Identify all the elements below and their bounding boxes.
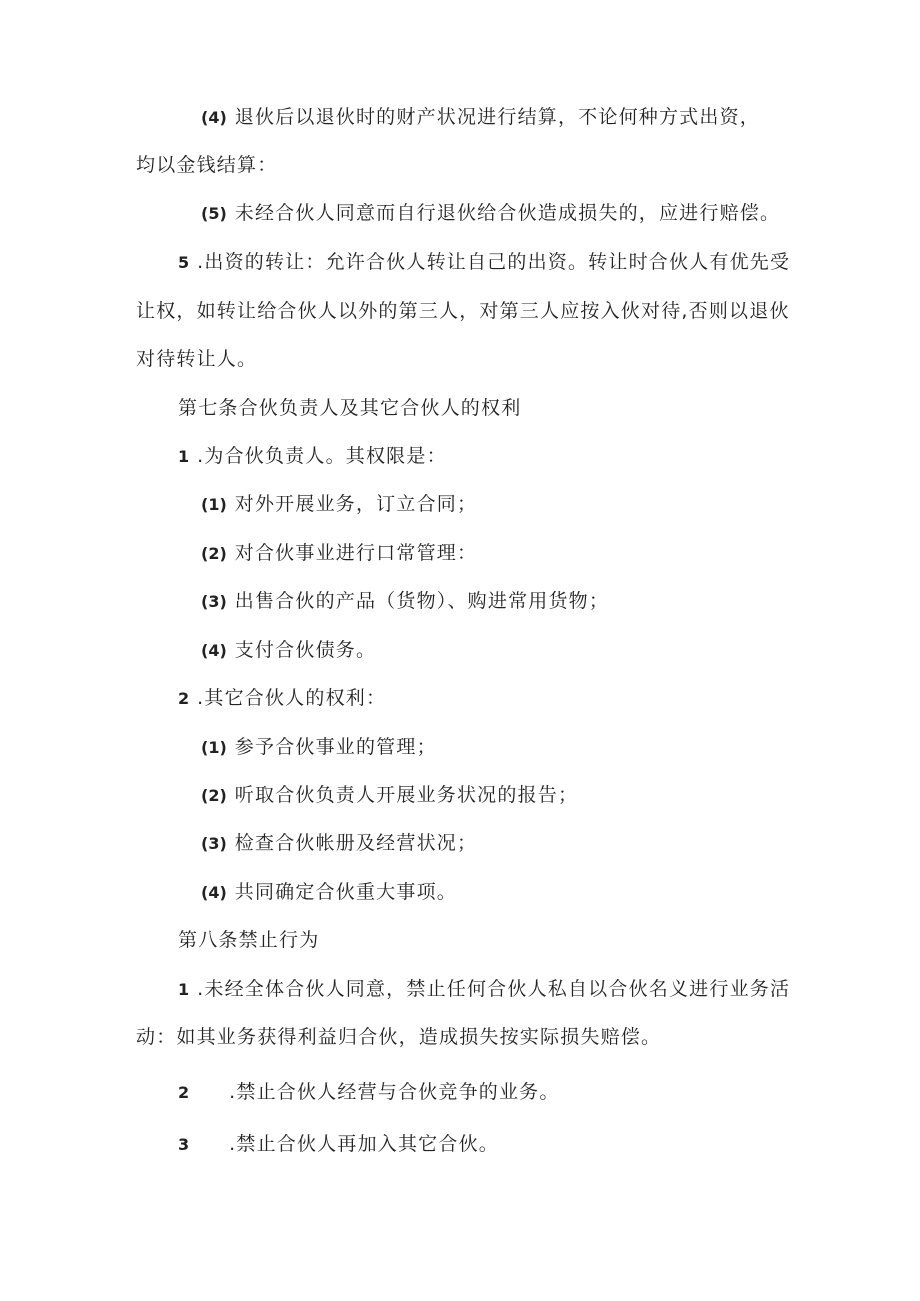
- section-heading: [178, 394, 521, 422]
- paragraph-line: [201, 539, 477, 568]
- paragraph-line: [136, 1023, 661, 1051]
- item-number: 1: [178, 447, 190, 466]
- item-number: 1: [178, 980, 190, 999]
- item-number: (4): [201, 108, 227, 127]
- line-text: 退伙后以退伙时的财产状况进行结算，不论何种方式出资，: [234, 106, 760, 128]
- line-text: 均以金钱结算：: [136, 154, 278, 176]
- paragraph-line: [201, 781, 578, 810]
- item-number: 2: [178, 1083, 190, 1102]
- line-text: 共同确定合伙重大事项。: [234, 881, 457, 903]
- paragraph-line: [201, 199, 780, 228]
- line-text: 出售合伙的产品（货物）、购进常用货物；: [234, 590, 610, 612]
- line-text: 检查合伙帐册及经营状况；: [234, 832, 478, 854]
- paragraph-line: [201, 878, 457, 907]
- line-text: .未经全体合伙人同意，禁止任何合伙人私自以合伙名义进行业务活: [197, 978, 791, 1000]
- item-number: (4): [201, 641, 227, 660]
- item-number: (3): [201, 834, 227, 853]
- paragraph-line: [201, 829, 477, 858]
- item-number: 2: [178, 689, 190, 708]
- line-text: .为合伙负责人。其权限是：: [197, 445, 447, 467]
- paragraph-line: [136, 345, 257, 373]
- paragraph-line: [136, 151, 277, 179]
- paragraph-line: [178, 248, 790, 277]
- line-text: 让权，如转让给合伙人以外的第三人，对第三人应按入伙对待,否则以退伙: [136, 300, 790, 322]
- line-text: 对合伙事业进行口常管理：: [234, 542, 478, 564]
- item-number: (1): [201, 738, 227, 757]
- line-text: 未经合伙人同意而自行退伙给合伙造成损失的，应进行赔偿。: [234, 202, 781, 224]
- line-text: .禁止合伙人经营与合伙竞争的业务。: [229, 1081, 560, 1103]
- paragraph-line: [201, 103, 760, 132]
- line-text: 对待转让人。: [136, 348, 258, 370]
- item-number: 3: [178, 1135, 190, 1154]
- paragraph-line: [178, 1078, 560, 1107]
- item-number: (3): [201, 592, 227, 611]
- item-number: (2): [201, 544, 227, 563]
- line-text: 听取合伙负责人开展业务状况的报告；: [234, 784, 579, 806]
- paragraph-line: [178, 442, 447, 471]
- item-number: (5): [201, 204, 227, 223]
- line-text: .其它合伙人的权利：: [197, 687, 387, 709]
- line-text: .出资的转让：允许合伙人转让自己的出资。转让时合伙人有优先受: [197, 251, 791, 273]
- line-text: 动：如其业务获得利益归合伙，造成损失按实际损失赔偿。: [136, 1026, 662, 1048]
- line-text: 第八条禁止行为: [178, 929, 320, 951]
- paragraph-line: [178, 1130, 499, 1159]
- paragraph-line: [201, 636, 376, 665]
- item-number: 5: [178, 253, 190, 272]
- paragraph-line: [178, 975, 790, 1004]
- item-number: (2): [201, 786, 227, 805]
- line-text: 参予合伙事业的管理；: [234, 736, 437, 758]
- line-text: 第七条合伙负责人及其它合伙人的权利: [178, 397, 522, 419]
- paragraph-line: [201, 733, 437, 762]
- item-number: (1): [201, 495, 227, 514]
- paragraph-line: [136, 297, 790, 325]
- paragraph-line: [178, 684, 386, 713]
- line-text: .禁止合伙人再加入其它合伙。: [229, 1133, 499, 1155]
- line-text: 支付合伙债务。: [234, 639, 377, 661]
- line-text: 对外开展业务，订立合同；: [234, 493, 478, 515]
- paragraph-line: [201, 490, 477, 519]
- item-number: (4): [201, 883, 227, 902]
- section-heading: [178, 926, 319, 954]
- paragraph-line: [201, 587, 609, 616]
